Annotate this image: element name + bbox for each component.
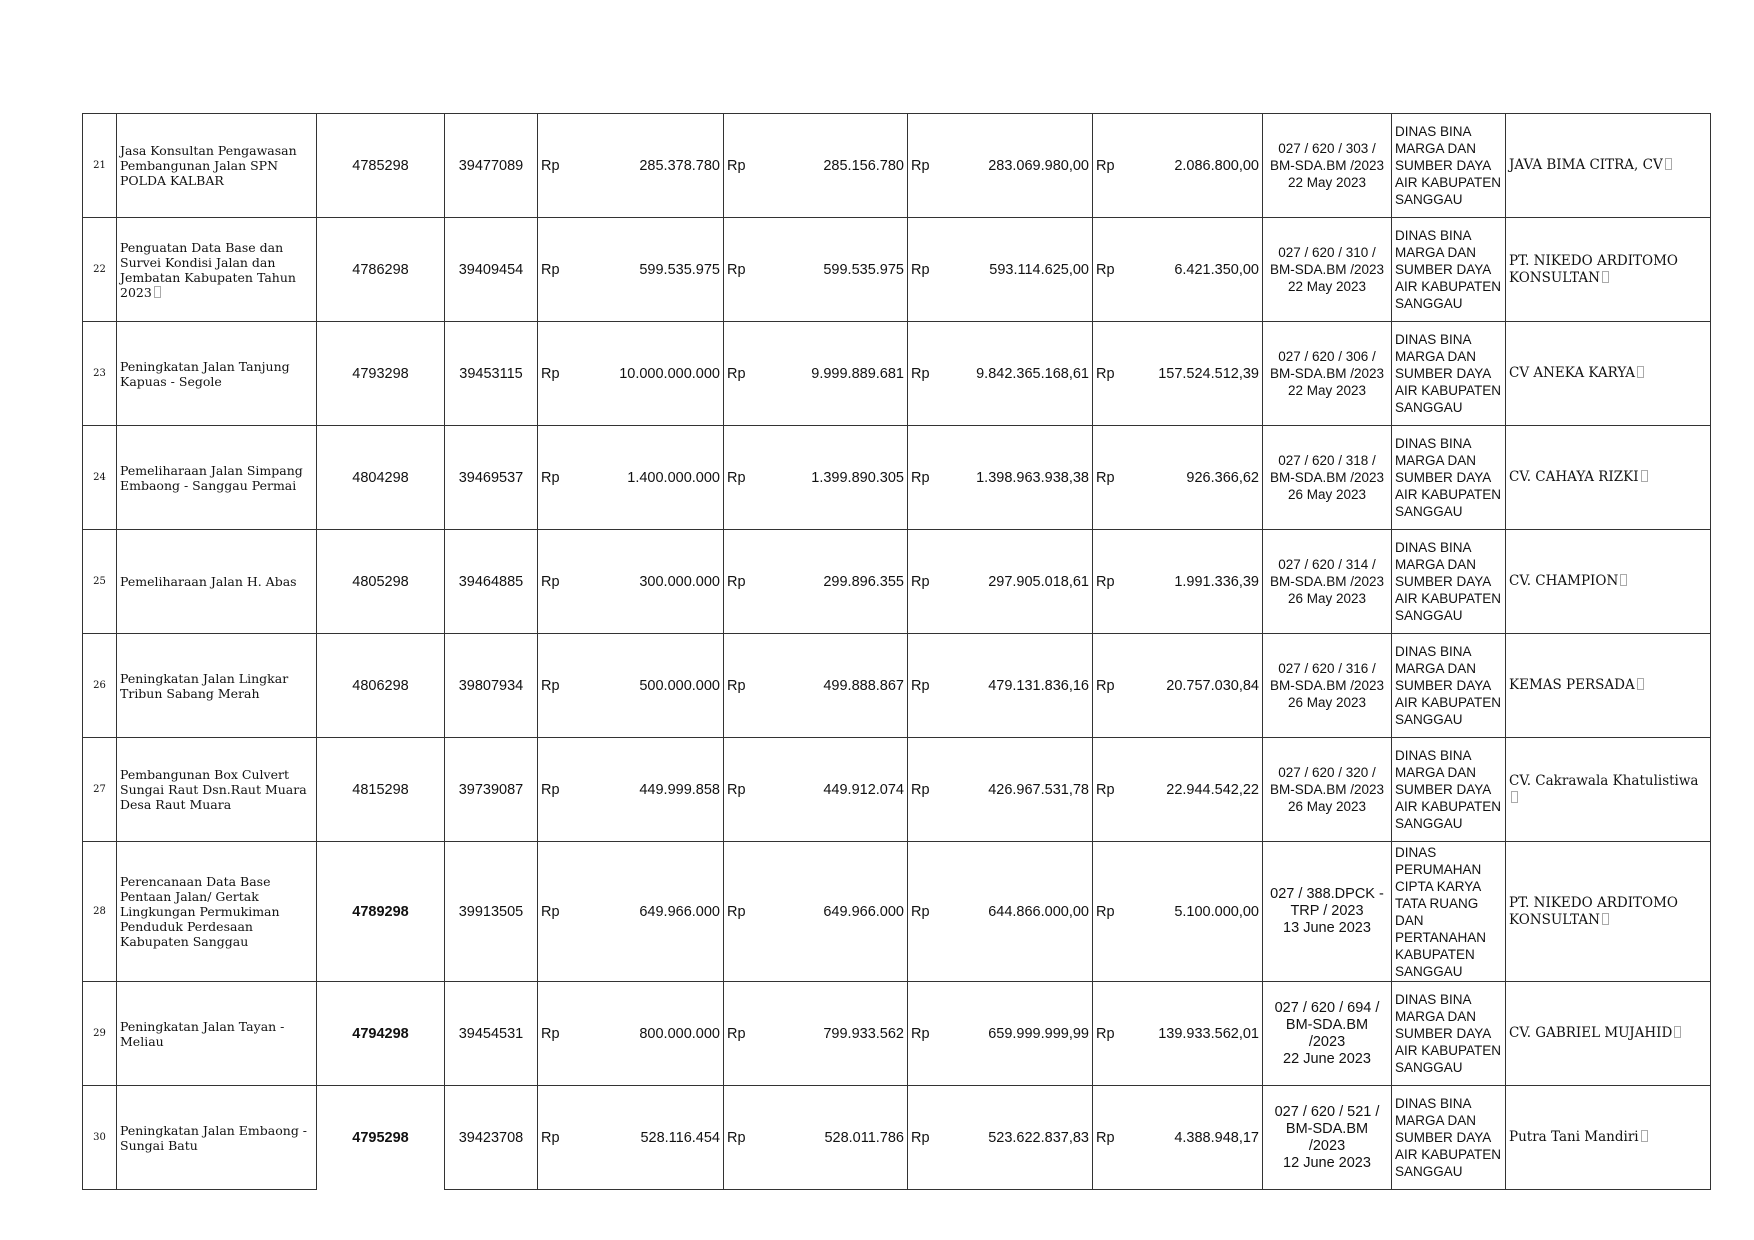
- table-row: [83, 982, 1711, 1086]
- currency-label: Rp: [724, 982, 760, 1086]
- currency-label: Rp: [1093, 634, 1129, 738]
- currency-label: Rp: [1093, 426, 1129, 530]
- contract-reference: [1263, 530, 1392, 634]
- contract-amount: 1.398.963.938,38: [944, 426, 1093, 530]
- contract-date: 22 May 2023: [1287, 383, 1367, 398]
- contract-date: 22 May 2023: [1287, 279, 1367, 294]
- row-number: 26: [83, 634, 117, 738]
- package-code: 4794298: [317, 982, 445, 1086]
- vendor-name: CV. CAHAYA RIZKI: [1509, 469, 1639, 485]
- hps-amount: 599.535.975: [760, 218, 908, 322]
- tender-code: 39464885: [445, 530, 538, 634]
- currency-label: Rp: [724, 634, 760, 738]
- table-row: [83, 426, 1711, 530]
- table-row: [83, 218, 1711, 322]
- package-name-cell: [117, 218, 317, 322]
- currency-label: Rp: [908, 842, 944, 982]
- vendor-name: CV ANEKA KARYA: [1509, 365, 1636, 381]
- vendor-cell: [1506, 322, 1711, 426]
- reference-number: 027 / 620 / 306 / BM-SDA.BM /2023: [1269, 349, 1385, 381]
- currency-label: Rp: [724, 218, 760, 322]
- contract-amount: 426.967.531,78: [944, 738, 1093, 842]
- vendor-cell: [1506, 1086, 1711, 1190]
- reference-number: 027 / 620 / 310 / BM-SDA.BM /2023: [1269, 245, 1385, 277]
- difference-amount: 157.524.512,39: [1129, 322, 1263, 426]
- vendor-cell: [1506, 530, 1711, 634]
- vendor-name: CV. Cakrawala Khatulistiwa: [1509, 772, 1699, 789]
- hps-amount: 799.933.562: [760, 982, 908, 1086]
- tender-code: 39739087: [445, 738, 538, 842]
- currency-label: Rp: [1093, 1086, 1129, 1190]
- contract-reference: [1263, 634, 1392, 738]
- currency-label: Rp: [1093, 842, 1129, 982]
- row-number: 27: [83, 738, 117, 842]
- currency-label: Rp: [908, 530, 944, 634]
- agency-name: DINAS BINA MARGA DAN SUMBER DAYA AIR KABUPATEN SANGGAU: [1392, 322, 1506, 426]
- reference-number: 027 / 620 / 694 / BM-SDA.BM /2023: [1274, 999, 1380, 1050]
- reference-number: 027 / 620 / 320 / BM-SDA.BM /2023: [1269, 765, 1385, 797]
- vendor-cell: [1506, 842, 1711, 982]
- contract-date: 26 May 2023: [1287, 799, 1367, 814]
- contract-reference: [1263, 982, 1392, 1086]
- hps-amount: 285.156.780: [760, 114, 908, 218]
- agency-name: DINAS BINA MARGA DAN SUMBER DAYA AIR KABUPATEN SANGGAU: [1392, 738, 1506, 842]
- row-number: 25: [83, 530, 117, 634]
- row-number: 24: [83, 426, 117, 530]
- table-row: [83, 114, 1711, 218]
- reference-number: 027 / 620 / 521 / BM-SDA.BM /2023: [1274, 1103, 1380, 1154]
- tender-code: 39477089: [445, 114, 538, 218]
- vendor-cell: [1506, 982, 1711, 1086]
- currency-label: Rp: [538, 634, 574, 738]
- currency-label: Rp: [1093, 322, 1129, 426]
- table-row: [83, 738, 1711, 842]
- package-name: Peningkatan Jalan Tanjung Kapuas - Segole: [117, 322, 317, 426]
- row-number: 28: [83, 842, 117, 982]
- agency-name: DINAS BINA MARGA DAN SUMBER DAYA AIR KABUPATEN SANGGAU: [1392, 530, 1506, 634]
- package-code: 4795298: [317, 1086, 445, 1190]
- currency-label: Rp: [908, 738, 944, 842]
- table-row: [83, 842, 1711, 982]
- placeholder-glyph-icon: [1620, 574, 1627, 586]
- pagu-amount: 449.999.858: [574, 738, 724, 842]
- contract-reference: [1263, 322, 1392, 426]
- vendor-name: CV. CHAMPION: [1509, 573, 1619, 589]
- package-name: Penguatan Data Base dan Survei Kondisi Jalan dan Jembatan Kabupaten Tahun 2023: [120, 239, 296, 300]
- contract-amount: 659.999.999,99: [944, 982, 1093, 1086]
- currency-label: Rp: [724, 738, 760, 842]
- reference-number: 027 / 388.DPCK - TRP / 2023: [1270, 886, 1384, 919]
- tender-code: 39409454: [445, 218, 538, 322]
- placeholder-glyph-icon: [154, 286, 161, 298]
- vendor-name: KEMAS PERSADA: [1509, 677, 1635, 693]
- pagu-amount: 599.535.975: [574, 218, 724, 322]
- contract-amount: 283.069.980,00: [944, 114, 1093, 218]
- procurement-table: [82, 113, 1711, 1190]
- contract-date: 26 May 2023: [1287, 487, 1367, 502]
- difference-amount: 20.757.030,84: [1129, 634, 1263, 738]
- currency-label: Rp: [724, 1086, 760, 1190]
- difference-amount: 6.421.350,00: [1129, 218, 1263, 322]
- currency-label: Rp: [538, 218, 574, 322]
- tender-code: 39423708: [445, 1086, 538, 1190]
- agency-name: DINAS BINA MARGA DAN SUMBER DAYA AIR KABUPATEN SANGGAU: [1392, 634, 1506, 738]
- package-code: 4805298: [317, 530, 445, 634]
- difference-amount: 139.933.562,01: [1129, 982, 1263, 1086]
- contract-reference: [1263, 114, 1392, 218]
- contract-date: 22 June 2023: [1283, 1050, 1371, 1067]
- contract-amount: 297.905.018,61: [944, 530, 1093, 634]
- contract-date: 13 June 2023: [1283, 920, 1371, 936]
- placeholder-glyph-icon: [1602, 913, 1609, 925]
- package-name: Perencanaan Data Base Pentaan Jalan/ Gertak Lingkungan Permukiman Penduduk Perdesaan Kabupaten Sanggau: [117, 842, 317, 982]
- hps-amount: 528.011.786: [760, 1086, 908, 1190]
- currency-label: Rp: [908, 322, 944, 426]
- package-code: 4804298: [317, 426, 445, 530]
- contract-amount: 644.866.000,00: [944, 842, 1093, 982]
- table-row: [83, 1086, 1711, 1190]
- currency-label: Rp: [1093, 530, 1129, 634]
- currency-label: Rp: [724, 114, 760, 218]
- vendor-cell: [1506, 426, 1711, 530]
- contract-date: 12 June 2023: [1283, 1154, 1371, 1171]
- agency-name: DINAS BINA MARGA DAN SUMBER DAYA AIR KABUPATEN SANGGAU: [1392, 218, 1506, 322]
- vendor-cell: [1506, 634, 1711, 738]
- package-code: 4789298: [317, 842, 445, 982]
- contract-reference: [1263, 1086, 1392, 1190]
- currency-label: Rp: [908, 426, 944, 530]
- placeholder-glyph-icon: [1637, 366, 1644, 378]
- hps-amount: 9.999.889.681: [760, 322, 908, 426]
- vendor-name: JAVA BIMA CITRA, CV: [1509, 157, 1663, 173]
- vendor-name: PT. NIKEDO ARDITOMO KONSULTAN: [1509, 252, 1678, 286]
- difference-amount: 22.944.542,22: [1129, 738, 1263, 842]
- tender-code: 39453115: [445, 322, 538, 426]
- package-name: Jasa Konsultan Pengawasan Pembangunan Jalan SPN POLDA KALBAR: [117, 114, 317, 218]
- placeholder-glyph-icon: [1641, 1130, 1648, 1142]
- row-number: 30: [83, 1086, 117, 1190]
- tender-code: 39454531: [445, 982, 538, 1086]
- contract-amount: 479.131.836,16: [944, 634, 1093, 738]
- vendor-name: Putra Tani Mandiri: [1509, 1129, 1639, 1145]
- pagu-amount: 10.000.000.000: [574, 322, 724, 426]
- contract-date: 22 May 2023: [1287, 175, 1367, 190]
- currency-label: Rp: [1093, 114, 1129, 218]
- currency-label: Rp: [538, 982, 574, 1086]
- package-name: Pembangunan Box Culvert Sungai Raut Dsn.Raut Muara Desa Raut Muara: [117, 738, 317, 842]
- package-code: 4786298: [317, 218, 445, 322]
- currency-label: Rp: [724, 322, 760, 426]
- tender-code: 39807934: [445, 634, 538, 738]
- agency-name: DINAS BINA MARGA DAN SUMBER DAYA AIR KABUPATEN SANGGAU: [1392, 426, 1506, 530]
- placeholder-glyph-icon: [1641, 470, 1648, 482]
- contract-reference: [1263, 738, 1392, 842]
- hps-amount: 299.896.355: [760, 530, 908, 634]
- placeholder-glyph-icon: [1637, 678, 1644, 690]
- currency-label: Rp: [538, 1086, 574, 1190]
- difference-amount: 1.991.336,39: [1129, 530, 1263, 634]
- table-row: [83, 322, 1711, 426]
- difference-amount: 2.086.800,00: [1129, 114, 1263, 218]
- pagu-amount: 500.000.000: [574, 634, 724, 738]
- currency-label: Rp: [538, 530, 574, 634]
- package-code: 4785298: [317, 114, 445, 218]
- vendor-name: CV. GABRIEL MUJAHID: [1509, 1025, 1673, 1041]
- reference-number: 027 / 620 / 316 / BM-SDA.BM /2023: [1269, 661, 1385, 693]
- contract-amount: 523.622.837,83: [944, 1086, 1093, 1190]
- contract-amount: 9.842.365.168,61: [944, 322, 1093, 426]
- contract-date: 26 May 2023: [1287, 591, 1367, 606]
- hps-amount: 499.888.867: [760, 634, 908, 738]
- row-number: 23: [83, 322, 117, 426]
- row-number: 21: [83, 114, 117, 218]
- agency-name: DINAS BINA MARGA DAN SUMBER DAYA AIR KABUPATEN SANGGAU: [1392, 1086, 1506, 1190]
- difference-amount: 4.388.948,17: [1129, 1086, 1263, 1190]
- currency-label: Rp: [908, 114, 944, 218]
- pagu-amount: 1.400.000.000: [574, 426, 724, 530]
- contract-reference: [1263, 218, 1392, 322]
- pagu-amount: 300.000.000: [574, 530, 724, 634]
- contract-amount: 593.114.625,00: [944, 218, 1093, 322]
- currency-label: Rp: [538, 738, 574, 842]
- table-row: [83, 530, 1711, 634]
- currency-label: Rp: [908, 634, 944, 738]
- vendor-name: PT. NIKEDO ARDITOMO KONSULTAN: [1509, 894, 1678, 928]
- reference-number: 027 / 620 / 318 / BM-SDA.BM /2023: [1269, 453, 1385, 485]
- difference-amount: 926.366,62: [1129, 426, 1263, 530]
- currency-label: Rp: [538, 114, 574, 218]
- currency-label: Rp: [1093, 982, 1129, 1086]
- agency-name: DINAS BINA MARGA DAN SUMBER DAYA AIR KABUPATEN SANGGAU: [1392, 114, 1506, 218]
- package-name: Pemeliharaan Jalan Simpang Embaong - Sanggau Permai: [117, 426, 317, 530]
- contract-reference: [1263, 842, 1392, 982]
- hps-amount: 649.966.000: [760, 842, 908, 982]
- tender-code: 39913505: [445, 842, 538, 982]
- currency-label: Rp: [724, 426, 760, 530]
- row-number: 22: [83, 218, 117, 322]
- placeholder-glyph-icon: [1602, 271, 1609, 283]
- contract-date: 26 May 2023: [1287, 695, 1367, 710]
- currency-label: Rp: [908, 1086, 944, 1190]
- reference-number: 027 / 620 / 303 / BM-SDA.BM /2023: [1269, 141, 1385, 173]
- pagu-amount: 800.000.000: [574, 982, 724, 1086]
- currency-label: Rp: [908, 982, 944, 1086]
- package-code: 4806298: [317, 634, 445, 738]
- currency-label: Rp: [908, 218, 944, 322]
- hps-amount: 449.912.074: [760, 738, 908, 842]
- table-row: [83, 634, 1711, 738]
- package-name: Pemeliharaan Jalan H. Abas: [117, 530, 317, 634]
- vendor-cell: [1506, 738, 1711, 842]
- placeholder-glyph-icon: [1511, 791, 1518, 803]
- vendor-cell: [1506, 114, 1711, 218]
- difference-amount: 5.100.000,00: [1129, 842, 1263, 982]
- package-name: Peningkatan Jalan Tayan - Meliau: [117, 982, 317, 1086]
- package-name: Peningkatan Jalan Lingkar Tribun Sabang Merah: [117, 634, 317, 738]
- pagu-amount: 649.966.000: [574, 842, 724, 982]
- package-code: 4793298: [317, 322, 445, 426]
- row-number: 29: [83, 982, 117, 1086]
- currency-label: Rp: [1093, 218, 1129, 322]
- currency-label: Rp: [724, 530, 760, 634]
- vendor-cell: [1506, 218, 1711, 322]
- package-name: Peningkatan Jalan Embaong - Sungai Batu: [117, 1086, 317, 1190]
- currency-label: Rp: [538, 842, 574, 982]
- hps-amount: 1.399.890.305: [760, 426, 908, 530]
- package-code: 4815298: [317, 738, 445, 842]
- pagu-amount: 285.378.780: [574, 114, 724, 218]
- currency-label: Rp: [538, 426, 574, 530]
- placeholder-glyph-icon: [1674, 1026, 1681, 1038]
- currency-label: Rp: [724, 842, 760, 982]
- tender-code: 39469537: [445, 426, 538, 530]
- currency-label: Rp: [538, 322, 574, 426]
- currency-label: Rp: [1093, 738, 1129, 842]
- agency-name: DINAS BINA MARGA DAN SUMBER DAYA AIR KABUPATEN SANGGAU: [1392, 982, 1506, 1086]
- contract-reference: [1263, 426, 1392, 530]
- reference-number: 027 / 620 / 314 / BM-SDA.BM /2023: [1269, 557, 1385, 589]
- pagu-amount: 528.116.454: [574, 1086, 724, 1190]
- placeholder-glyph-icon: [1665, 158, 1672, 170]
- agency-name: DINAS PERUMAHAN CIPTA KARYA TATA RUANG DAN PERTANAHAN KABUPATEN SANGGAU: [1392, 842, 1506, 982]
